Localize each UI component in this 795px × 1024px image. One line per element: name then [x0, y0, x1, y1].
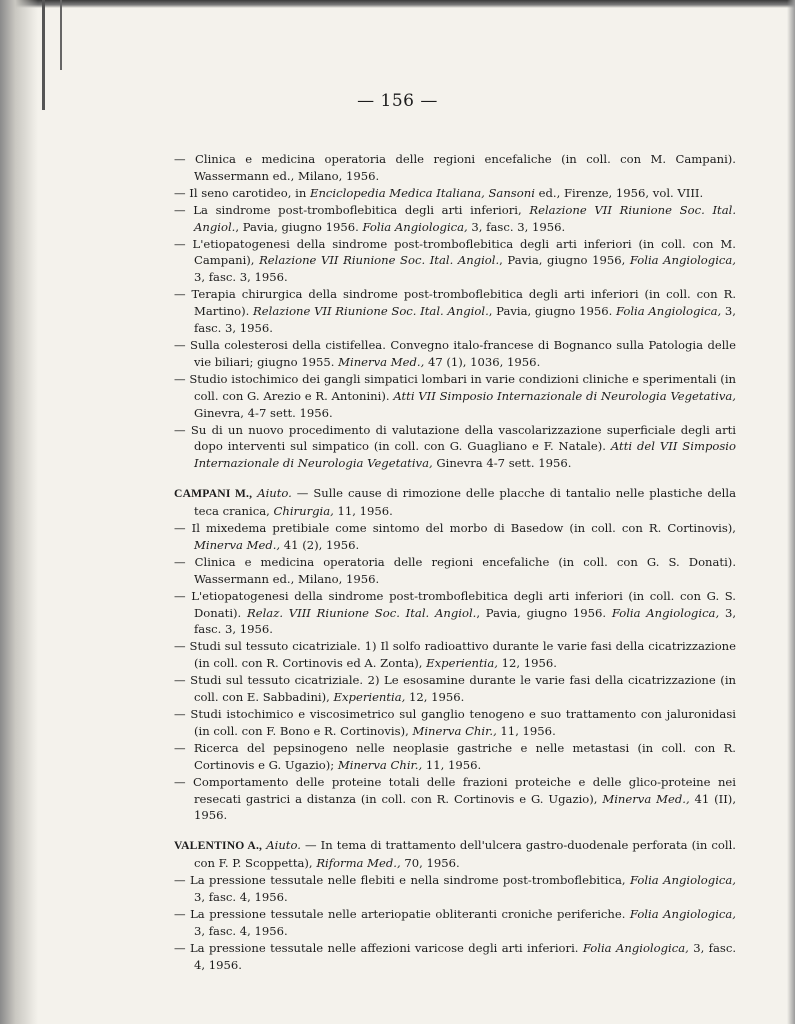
entry-text: 41 (2), 1956. — [280, 537, 360, 552]
entry-text: 12, 1956. — [497, 656, 557, 671]
publication-title: Folia Angiologica, — [611, 605, 720, 620]
publication-title: Relazione VII Riunione Soc. Ital. Angiol. — [194, 202, 736, 234]
entry-text: — Studi istochimico e viscosimetrico sul ganglio tenogeno e suo trattamento con jaluronidasi (in coll. con F. Bono e R. Cortinovis), — [174, 707, 736, 738]
bibliography-entry — [174, 588, 736, 639]
entry-text: ed., Firenze, 1956, vol. VIII. — [534, 185, 704, 200]
publication-title: Relaz. VIII Riunione Soc. Ital. Angiol. — [247, 605, 477, 620]
bibliography-list — [174, 151, 736, 974]
entry-text: — Comportamento delle proteine totali delle frazioni proteiche e delle glico-proteine nei resecati gastrici a distanza (in coll. con R. Cortinovis e G. Ugazio), — [174, 774, 736, 806]
entry-text: 3, fasc. 4, 1956. — [194, 940, 737, 972]
publication-title: Folia Angiologica, — [629, 906, 736, 921]
entry-text: , Pavia, giugno 1956. — [488, 304, 616, 319]
bibliography-entry — [174, 940, 736, 974]
entry-text: , Pavia, giugno 1956. — [476, 605, 612, 620]
bibliography-entry — [174, 706, 736, 740]
publication-title: Atti del VII Simposio Internazionale di Neurologia Vegetativa, — [194, 439, 736, 471]
bibliography-entry — [174, 906, 736, 940]
entry-text: — Studi sul tessuto cicatriziale. 2) Le esosamine durante le varie fasi della cicatrizzazione (in coll. con E. Sabbadini), — [174, 673, 736, 705]
entry-text: 3, fasc. 4, 1956. — [194, 890, 288, 905]
publication-title: Relazione VII Riunione Soc. Ital. Angiol. — [259, 253, 500, 268]
entry-text: — Studi sul tessuto cicatriziale. 1) Il solfo radioattivo durante le varie fasi della cicatrizzazione (in coll. con R. Cortinovis ed A. Zonta), — [174, 639, 736, 671]
entry-text: 41 (II), 1956. — [194, 791, 737, 823]
entry-text: — La pressione tessutale nelle flebiti e nella sindrome post-tromboflebitica, — [174, 873, 630, 888]
entry-text: 3, fasc. 3, 1956. — [467, 219, 566, 234]
publication-title: Minerva Chir., — [337, 757, 423, 772]
bibliography-entry — [174, 554, 736, 588]
entry-text: — Studio istochimico dei gangli simpatici lombari in varie condizioni cliniche e sperimentali (in coll. con G. Arezio e R. Antonini). — [174, 371, 736, 403]
entry-text: 3, fasc. 3, 1956. — [194, 304, 736, 336]
author-name: VALENTINO A., — [174, 839, 263, 853]
publication-title: Folia Angiologica, — [630, 873, 736, 888]
bibliography-entry — [174, 672, 736, 706]
entry-text: — Ricerca del pepsinogeno nelle neoplasie gastriche e nelle metastasi (in coll. con R. Cortinovis e G. Ugazio); — [174, 740, 736, 772]
entry-text: — In tema di trattamento dell'ulcera gastro-duodenale perforata (in coll. con F. P. Scoppetta), — [194, 838, 736, 871]
publication-title: Experientia, — [333, 690, 406, 705]
entry-text: — La sindrome post-tromboflebitica degli arti inferiori, — [174, 202, 530, 217]
publication-title: Chirurgia, — [273, 504, 334, 519]
entry-text: 47 (1), 1036, 1956. — [424, 354, 541, 369]
bibliography-entry — [174, 371, 736, 422]
entry-text: 3, fasc. 3, 1956. — [194, 605, 737, 637]
publication-title: Minerva Med., — [338, 354, 425, 369]
scan-edge-top — [0, 0, 795, 8]
publication-title: Enciclopedia Medica Italiana, Sansoni — [309, 185, 535, 200]
entry-text: — Sulla colesterosi della cistifellea. Convegno italo-francese di Bognanco sulla Patologia delle vie biliari; giugno 1955. — [174, 337, 736, 369]
entry-text: — Su di un nuovo procedimento di valutazione della vascolarizzazione superficiale degli arti dopo interventi sul simpatico (in coll. con G. Guagliano e F. Natale). — [174, 422, 736, 454]
bibliography-entry — [174, 185, 736, 202]
page-number: — 156 — — [357, 91, 438, 111]
author-name: CAMPANI M., — [174, 487, 253, 501]
bibliography-entry — [174, 236, 736, 287]
publication-title: Experientia, — [426, 656, 498, 671]
bibliography-entry — [174, 337, 736, 371]
scan-edge-right — [787, 0, 795, 1024]
entry-text: , Pavia, giugno 1956, — [499, 253, 630, 268]
entry-text: — Clinica e medicina operatoria delle regioni encefaliche (in coll. con M. Campani). Wassermann ed., Milano, 1956. — [174, 152, 736, 183]
bibliography-entry — [174, 638, 736, 672]
publication-title: Minerva Med., — [194, 537, 281, 552]
bibliography-entry — [174, 151, 736, 185]
publication-title: Atti VII Simposio Internazionale di Neurologia Vegetativa, — [393, 388, 736, 403]
entry-text: 11, 1956. — [496, 723, 556, 738]
bibliography-entry — [174, 422, 736, 473]
publication-title: Riforma Med., — [316, 856, 401, 871]
entry-text: — Il mixedema pretibiale come sintomo del morbo di Basedow (in coll. con R. Cortinovis), — [174, 521, 736, 536]
entry-text: 12, 1956. — [405, 690, 465, 705]
publication-title: Folia Angiologica, — [362, 219, 468, 234]
entry-text: , Pavia, giugno 1956. — [235, 219, 363, 234]
bibliography-entry — [174, 286, 736, 337]
entry-text: Ginevra, 4-7 sett. 1956. — [194, 405, 333, 420]
scan-edge-left — [0, 0, 38, 1024]
entry-text: Ginevra 4-7 sett. 1956. — [432, 456, 572, 471]
entry-text: — La pressione tessutale nelle arteriopatie obliteranti croniche periferiche. — [174, 906, 630, 921]
entry-text: 11, 1956. — [422, 757, 482, 772]
publication-title: Folia Angiologica, — [629, 253, 736, 268]
bibliography-entry — [174, 837, 736, 872]
author-role: Aiuto. — [257, 486, 292, 501]
entry-text: 3, fasc. 3, 1956. — [194, 270, 288, 285]
bibliography-entry — [174, 202, 736, 236]
publication-title: Folia Angiologica, — [582, 940, 689, 955]
entry-text: — L'etiopatogenesi della sindrome post-tromboflebitica degli arti inferiori (in coll. con G. S. Donati). — [174, 588, 736, 620]
bibliography-entry — [174, 485, 736, 520]
bibliography-entry — [174, 740, 736, 774]
bibliography-entry — [174, 774, 736, 825]
entry-text: — Terapia chirurgica della sindrome post-tromboflebitica degli arti inferiori (in coll. con R. Martino). — [174, 287, 736, 319]
publication-title: Relazione VII Riunione Soc. Ital. Angiol. — [253, 304, 489, 319]
entry-text: — Il seno carotideo, in — [174, 185, 310, 200]
publication-title: Minerva Med., — [602, 791, 690, 806]
bibliography-entry — [174, 520, 736, 554]
bibliography-entry — [174, 872, 736, 906]
scan-artifact-line — [60, 0, 62, 70]
entry-text: 3, fasc. 4, 1956. — [194, 923, 288, 938]
entry-text: — Sulle cause di rimozione delle placche di tantalio nelle plastiche della teca cranica, — [194, 486, 736, 519]
entry-text: — L'etiopatogenesi della sindrome post-tromboflebitica degli arti inferiori (in coll. con M. Campani), — [174, 236, 736, 268]
entry-text: — Clinica e medicina operatoria delle regioni encefaliche (in coll. con G. S. Donati). Wassermann ed., Milano, 1956. — [174, 554, 736, 586]
publication-title: Folia Angiologica, — [615, 304, 722, 319]
entry-text: 11, 1956. — [333, 504, 393, 519]
entry-text: — La pressione tessutale nelle affezioni varicose degli arti inferiori. — [174, 940, 583, 955]
publication-title: Minerva Chir., — [412, 723, 497, 738]
entry-text: 70, 1956. — [400, 856, 460, 871]
author-role: Aiuto. — [266, 838, 301, 853]
